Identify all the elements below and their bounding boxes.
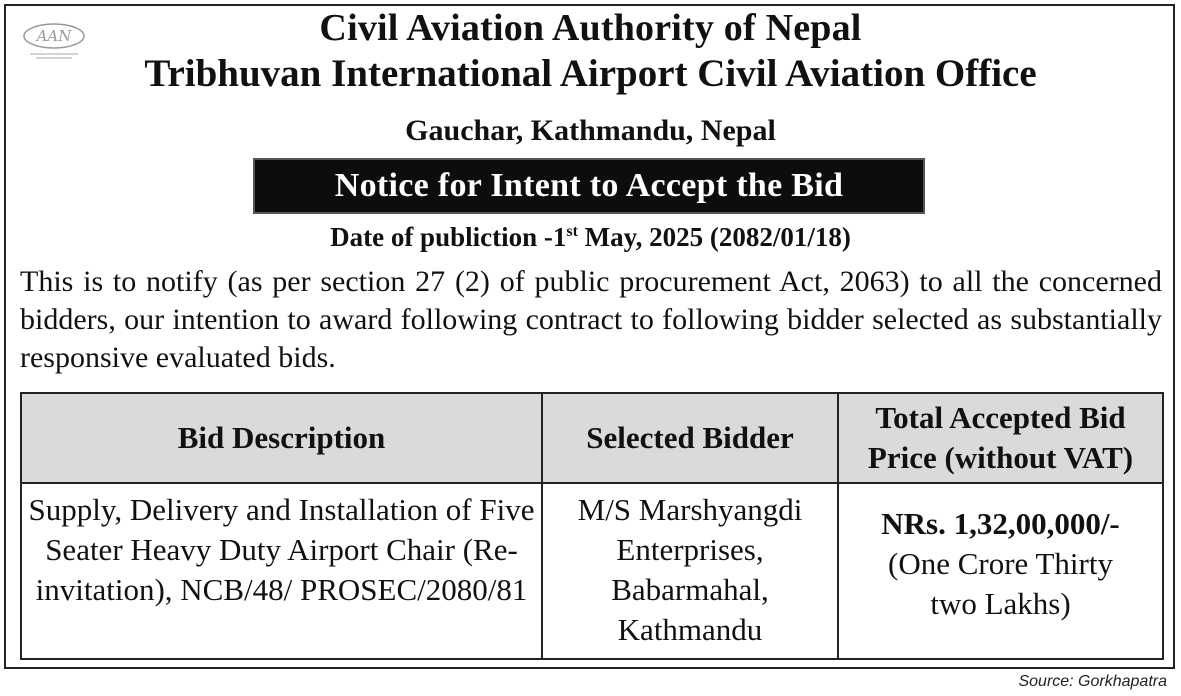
source-credit: Source: Gorkhapatra <box>1018 673 1167 690</box>
office-location: Gauchar, Kathmandu, Nepal <box>405 114 776 147</box>
table-header-row <box>21 393 1163 483</box>
notice-body: This is to notify (as per section 27 (2) of public procurement Act, 2063) to all the concerned bidders, our intention to award following contract to following bidder selected as substantially responsive evaluated bids. <box>20 265 1162 374</box>
office-title: Tribhuvan International Airport Civil Aviation Office <box>144 52 1037 95</box>
table-row <box>21 483 1163 659</box>
price-in-words: (One Crore Thirty two Lakhs) <box>888 546 1113 621</box>
bid-table <box>20 392 1164 660</box>
authority-title: Civil Aviation Authority of Nepal <box>319 7 862 49</box>
publication-date: Date of publiction -1st May, 2025 (2082/01/18) <box>330 222 851 252</box>
bid-description-cell: Supply, Delivery and Installation of Five Seater Heavy Duty Airport Chair (Re-invitation), NCB/48/ PROSEC/2080/81 <box>21 483 542 659</box>
selected-bidder-cell: M/S Marshyangdi Enterprises, Babarmahal, Kathmandu <box>542 483 838 659</box>
header-selected-bidder: Selected Bidder <box>542 393 838 483</box>
price-amount: NRs. 1,32,00,000/- <box>881 506 1120 541</box>
svg-text:AAN: AAN <box>36 27 72 45</box>
header-bid-description: Bid Description <box>21 393 542 483</box>
price-cell <box>838 483 1163 659</box>
notice-title: Notice for Intent to Accept the Bid <box>334 167 844 204</box>
notice-title-banner <box>253 158 925 214</box>
header-accepted-price: Total Accepted Bid Price (without VAT) <box>838 393 1163 483</box>
